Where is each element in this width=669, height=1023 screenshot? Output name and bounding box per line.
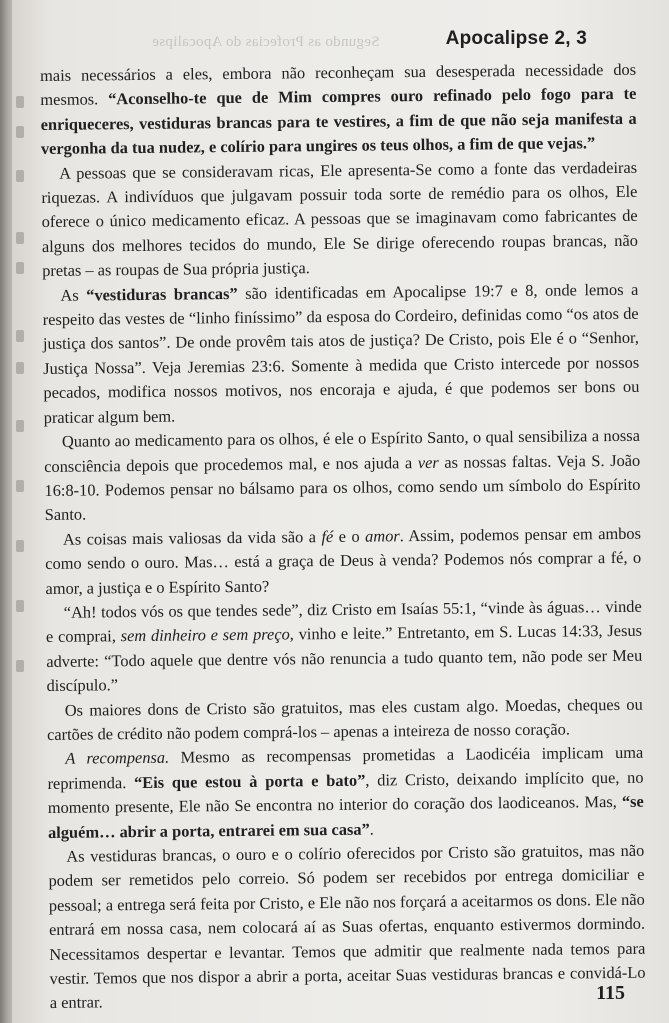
paragraph	[46, 595, 643, 699]
paragraph	[47, 741, 644, 845]
paragraph-text: As coisas mais valiosas da vida são a	[62, 526, 322, 549]
paragraph	[44, 424, 641, 528]
paragraph-text: mais necessários a eles, embora não reconheçam sua desesperada necessidade dos mesmos.	[40, 59, 637, 110]
paragraph	[45, 521, 642, 600]
italic-term: amor	[364, 525, 400, 546]
italic-term: ver	[417, 452, 439, 472]
paragraph-text: e o	[333, 526, 366, 546]
bold-quote: “se alguém… abrir a porta, entrarei em sua casa”	[47, 791, 644, 842]
running-head: Apocalipse 2, 3	[445, 28, 587, 49]
page-number: 115	[596, 982, 625, 1004]
bleed-mark	[16, 540, 24, 552]
paragraph-text: “Ah! todos vós os que tendes sede”, diz Cristo em Isaías 55:1, “vinde às águas… vinde e comprai,	[45, 596, 642, 647]
show-through-text: Segundo as Profecias do Apocalipse	[152, 34, 380, 50]
paragraph: A pessoas que se consideravam ricas, Ele apresenta-Se como a fonte das verdadeiras riquezas. A indivíduos que julgavam possuir toda sorte de remédio para os olhos, Ele oferece o único medicamento eficaz. A pessoas que se imaginavam como fabricantes de alguns dos melhores tecidos do mundo, Ele Se dirige oferecendo roupas brancas, não pretas – as roupas de Sua própria justiça.	[41, 157, 638, 281]
paragraph-text: as nossas faltas. Veja S. João 16:8-10. Podemos pensar no bálsamo para os olhos, como sendo um símbolo do Espírito Santo.	[44, 450, 641, 525]
bleed-mark	[16, 480, 24, 492]
paragraph-text: Mesmo as recompensas prometidas a Laodicéia implicam uma reprimenda.	[47, 743, 644, 793]
bleed-mark	[16, 126, 24, 138]
paragraph-text: As	[60, 285, 87, 305]
facing-page-bleed	[12, 0, 32, 1023]
bleed-mark	[16, 600, 24, 612]
paragraph: As vestiduras brancas, o ouro e o colírio oferecidos por Cristo são gratuitos, mas não podem ser remetidos pelo correio. Só podem ser recebidos por entrega domiciliar e pessoal; a entrega será feita por Cristo, e Ele não nos forçará a aceitarmos os dons. Ele não entrará em nossa casa, nem colocará aí as Suas ofertas, enquanto estivermos dormindo. Necessitamos despertar e levantar. Temos que admitir que realmente nada temos para vestir. Temos que nos dispor a abrir a porta, aceitar Suas vestiduras brancas e convidá-Lo a entrar.	[48, 840, 646, 1013]
bold-quote: “Aconselho-te que de Mim compres ouro refinado pelo fogo para te enriqueceres, vestiduras brancas para te vestires, a fim de que não seja manifesta a vergonha da tua nudez, e colírio para ungires os teus olhos, a fim de que vejas.”	[40, 84, 637, 159]
bleed-mark	[16, 170, 24, 182]
section-heading-italic: A recompensa.	[65, 748, 170, 769]
book-page	[12, 0, 669, 1023]
italic-term: fé	[321, 526, 334, 546]
bold-quote: “Eis que estou à porta e bato”	[133, 770, 366, 792]
body-text	[40, 58, 646, 1016]
paragraph-text: . Assim, podemos pensar em ambos como sendo o ouro. Mas… está a graça de Deus à venda? Podemos nós comprar a fé, o amor, a justiça e o Espírito Santo?	[45, 523, 642, 598]
paragraph-text: .	[369, 819, 374, 839]
paragraph-text: Quanto ao medicamento para os olhos, é ele o Espírito Santo, o qual sensibiliza a nossa consciência depois que procedemos mal, e nos ajuda a	[44, 425, 641, 476]
paragraph	[40, 58, 637, 162]
bleed-mark	[16, 96, 24, 108]
paragraph	[42, 277, 640, 430]
paragraph: Os maiores dons de Cristo são gratuitos, mas eles custam algo. Moedas, cheques ou cartões de crédito não podem comprá-los – apenas a inteireza de nosso coração.	[46, 694, 643, 744]
bleed-mark	[16, 262, 24, 274]
bleed-mark	[16, 232, 24, 244]
bleed-mark	[16, 420, 24, 432]
bold-term: “vestiduras brancas”	[86, 283, 238, 305]
paragraph-text: , vinho e leite.” Entretanto, em S. Lucas 14:33, Jesus adverte: “Todo aquele que dentre vós não renuncia a tudo quanto tem, não pode ser Meu discípulo.”	[46, 621, 643, 696]
italic-term: sem dinheiro e sem preço	[120, 624, 290, 646]
bleed-mark	[16, 660, 24, 672]
bleed-mark	[16, 330, 24, 342]
paragraph-text: são identificadas em Apocalipse 19:7 e 8, onde lemos a respeito das vestes de “linho finíssimo” da esposa do Cordeiro, definidas como “os atos de justiça dos santos”. De onde provêm tais atos de justiça? De Cristo, pois Ele é o “Senhor, Justiça Nossa”. Veja Jeremias 23:6. Somente à medida que Cristo intercede por nossos pecados, modifica nossos motivos, nos encoraja e ajuda, é que podemos ser bons ou praticar algum bem.	[42, 279, 640, 427]
paragraph-text: , diz Cristo, deixando implícito que, no momento presente, Ele não Se encontra no interior do coração dos laodiceanos. Mas,	[47, 767, 644, 818]
bleed-mark	[16, 362, 24, 374]
